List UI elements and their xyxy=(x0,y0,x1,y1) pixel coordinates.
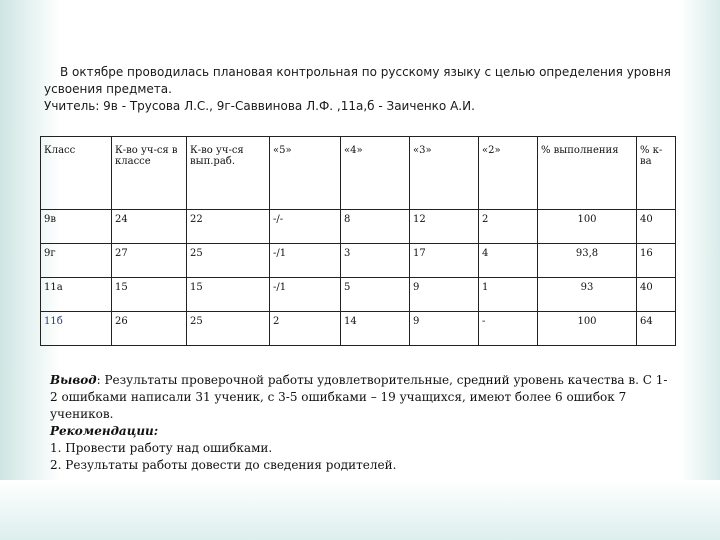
cell-grade-4: 14 xyxy=(341,312,410,346)
cell-grade-3: 9 xyxy=(410,312,479,346)
cell-grade-4: 5 xyxy=(341,278,410,312)
cell-grade-5: -/1 xyxy=(270,278,341,312)
header-grade-5: «5» xyxy=(270,137,341,210)
recommendation-item-2: 2. Результаты работы довести до сведения родителей. xyxy=(50,458,397,472)
cell-class: 11б xyxy=(41,312,112,346)
cell-grade-3: 12 xyxy=(410,210,479,244)
conclusion-paragraph xyxy=(50,372,670,423)
cell-grade-2: 4 xyxy=(479,244,538,278)
cell-students-wrote: 25 xyxy=(187,244,270,278)
cell-class: 9г xyxy=(41,244,112,278)
cell-grade-5: -/1 xyxy=(270,244,341,278)
cell-students-wrote: 15 xyxy=(187,278,270,312)
cell-grade-4: 8 xyxy=(341,210,410,244)
conclusion-text: : Результаты проверочной работы удовлетворительные, средний уровень качества в. С 1-2 ошибками написали 31 ученик, с 3-5 ошибками – 19 учащихся, имеют более 6 ошибок 7 учеников. xyxy=(50,373,668,421)
recommendations-heading xyxy=(50,423,670,440)
table-row xyxy=(41,210,676,244)
cell-students-wrote: 22 xyxy=(187,210,270,244)
cell-students-total: 15 xyxy=(112,278,187,312)
cell-grade-4: 3 xyxy=(341,244,410,278)
recommendation-item-1: 1. Провести работу над ошибками. xyxy=(50,441,273,455)
cell-grade-3: 9 xyxy=(410,278,479,312)
cell-grade-3: 17 xyxy=(410,244,479,278)
table-row xyxy=(41,244,676,278)
intro-line-purpose: В октябре проводилась плановая контрольная по русскому языку с целью определения уровня усвоения предмета. xyxy=(44,65,671,96)
conclusion-block xyxy=(50,372,670,474)
cell-grade-2: 2 xyxy=(479,210,538,244)
cell-quality-percent: 64 xyxy=(637,312,676,346)
header-grade-3: «3» xyxy=(410,137,479,210)
table-row xyxy=(41,312,676,346)
table-header-row xyxy=(41,137,676,210)
cell-quality-percent: 16 xyxy=(637,244,676,278)
intro-line-teachers: Учитель: 9в - Трусова Л.С., 9г-Саввинова Л.Ф. ,11а,б - Заиченко А.И. xyxy=(44,99,475,113)
table-row xyxy=(41,278,676,312)
cell-completion-percent: 93,8 xyxy=(538,244,637,278)
header-students-total: К-во уч-ся в классе xyxy=(112,137,187,210)
cell-grade-2: 1 xyxy=(479,278,538,312)
cell-students-total: 24 xyxy=(112,210,187,244)
header-grade-2: «2» xyxy=(479,137,538,210)
conclusion-label: Вывод xyxy=(50,373,97,387)
cell-class: 9в xyxy=(41,210,112,244)
cell-grade-5: 2 xyxy=(270,312,341,346)
cell-students-total: 27 xyxy=(112,244,187,278)
results-table xyxy=(40,136,676,346)
recommendations-label: Рекомендации: xyxy=(50,424,159,438)
background-gradient-right xyxy=(680,0,720,540)
intro-text xyxy=(44,64,684,115)
cell-grade-5: -/- xyxy=(270,210,341,244)
cell-quality-percent: 40 xyxy=(637,278,676,312)
cell-class: 11а xyxy=(41,278,112,312)
header-students-wrote: К-во уч-ся вып.раб. xyxy=(187,137,270,210)
cell-quality-percent: 40 xyxy=(637,210,676,244)
cell-completion-percent: 93 xyxy=(538,278,637,312)
cell-students-total: 26 xyxy=(112,312,187,346)
header-quality-percent: % к-ва xyxy=(637,137,676,210)
header-completion-percent: % выполнения xyxy=(538,137,637,210)
cell-grade-2: - xyxy=(479,312,538,346)
header-grade-4: «4» xyxy=(341,137,410,210)
cell-completion-percent: 100 xyxy=(538,210,637,244)
header-class: Класс xyxy=(41,137,112,210)
cell-students-wrote: 25 xyxy=(187,312,270,346)
background-gradient-bottom xyxy=(0,480,720,540)
cell-completion-percent: 100 xyxy=(538,312,637,346)
